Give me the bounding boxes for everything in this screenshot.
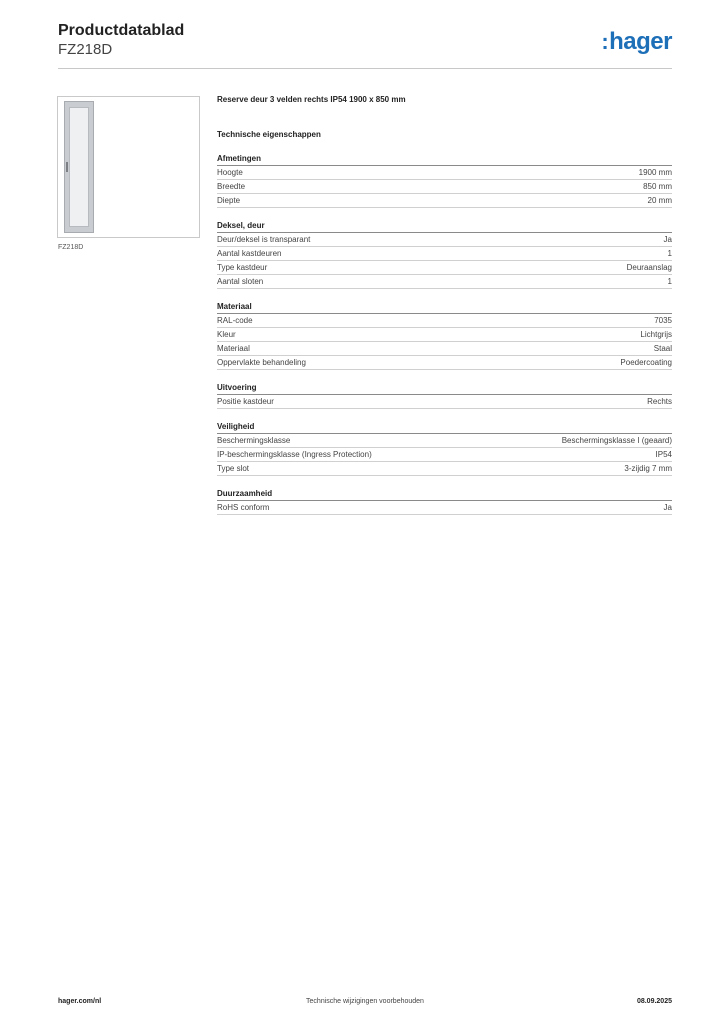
spec-section-execution <box>217 382 672 409</box>
section-title: Materiaal <box>217 301 672 314</box>
spec-section-safety <box>217 421 672 476</box>
spec-label: IP-beschermingsklasse (Ingress Protection) <box>217 450 372 459</box>
footer-date: 08.09.2025 <box>636 998 672 1005</box>
spec-section-dimensions <box>217 153 672 208</box>
logo-text: hager <box>609 28 672 55</box>
spec-value: 20 mm <box>647 196 672 205</box>
product-specs <box>217 94 672 515</box>
logo-dots: : <box>601 29 609 54</box>
spec-row <box>217 434 672 448</box>
door-product-image <box>64 101 94 233</box>
spec-label: Aantal sloten <box>217 277 264 286</box>
spec-value: 3-zijdig 7 mm <box>624 464 672 473</box>
spec-value: 1 <box>667 277 672 286</box>
image-caption: FZ218D <box>58 244 84 251</box>
spec-value: 850 mm <box>643 182 672 191</box>
spec-label: Breedte <box>217 182 246 191</box>
spec-value: Beschermingsklasse I (geaard) <box>561 436 672 445</box>
spec-row <box>217 462 672 476</box>
section-title: Duurzaamheid <box>217 488 672 501</box>
spec-value: Rechts <box>647 397 672 406</box>
spec-label: Kleur <box>217 330 236 339</box>
spec-label: Type kastdeur <box>217 263 268 272</box>
spec-value: Deuraanslag <box>626 263 672 272</box>
spec-section-material <box>217 301 672 370</box>
hager-logo <box>601 30 672 54</box>
spec-section-sustainability <box>217 488 672 515</box>
product-image-frame <box>57 96 200 238</box>
door-lock <box>66 162 68 172</box>
spec-value: IP54 <box>655 450 672 459</box>
spec-label: RoHS conform <box>217 503 270 512</box>
spec-label: Materiaal <box>217 344 250 353</box>
spec-row <box>217 247 672 261</box>
spec-row <box>217 395 672 409</box>
door-glass-panel <box>69 107 89 227</box>
spec-label: Positie kastdeur <box>217 397 274 406</box>
spec-value: Ja <box>663 503 672 512</box>
footer-website-link[interactable]: hager.com/nl <box>58 998 102 1005</box>
spec-label: RAL-code <box>217 316 253 325</box>
spec-label: Diepte <box>217 196 241 205</box>
spec-row <box>217 314 672 328</box>
spec-label: Beschermingsklasse <box>217 436 291 445</box>
spec-value: Ja <box>663 235 672 244</box>
page-header <box>58 22 672 59</box>
spec-row <box>217 448 672 462</box>
spec-row <box>217 166 672 180</box>
header-divider <box>58 68 672 69</box>
spec-section-cover-door <box>217 220 672 289</box>
section-title: Uitvoering <box>217 382 672 395</box>
spec-label: Aantal kastdeuren <box>217 249 282 258</box>
footer-notice: Technische wijzigingen voorbehouden <box>306 998 424 1005</box>
spec-value: Lichtgrijs <box>640 330 672 339</box>
spec-row <box>217 501 672 515</box>
product-code: FZ218D <box>58 41 113 58</box>
spec-value: Poedercoating <box>620 358 672 367</box>
spec-label: Oppervlakte behandeling <box>217 358 306 367</box>
spec-row <box>217 328 672 342</box>
section-title: Veiligheid <box>217 421 672 434</box>
spec-label: Hoogte <box>217 168 243 177</box>
technical-properties-heading: Technische eigenschappen <box>217 130 321 139</box>
spec-label: Deur/deksel is transparant <box>217 235 311 244</box>
document-title: Productdatablad <box>58 22 185 39</box>
spec-value: Staal <box>653 344 672 353</box>
spec-row <box>217 342 672 356</box>
spec-row <box>217 356 672 370</box>
spec-row <box>217 275 672 289</box>
product-name: Reserve deur 3 velden rechts IP54 1900 x 850 mm <box>217 95 406 104</box>
spec-row <box>217 180 672 194</box>
section-title: Afmetingen <box>217 153 672 166</box>
spec-value: 1 <box>667 249 672 258</box>
spec-label: Type slot <box>217 464 250 473</box>
spec-value: 1900 mm <box>638 168 672 177</box>
spec-value: 7035 <box>654 316 672 325</box>
spec-row <box>217 261 672 275</box>
spec-row <box>217 194 672 208</box>
section-title: Deksel, deur <box>217 220 672 233</box>
spec-row <box>217 233 672 247</box>
